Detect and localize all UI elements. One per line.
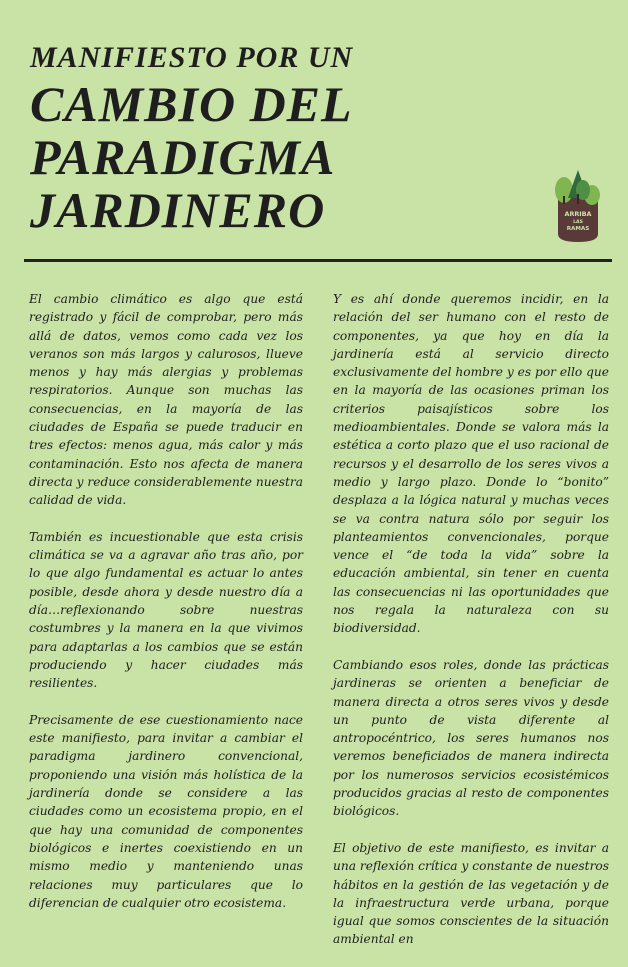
page-title <box>30 78 550 237</box>
right-column <box>333 290 609 967</box>
logo-text: LAS <box>573 220 583 225</box>
title-line: CAMBIO DEL <box>30 76 353 132</box>
paragraph: El objetivo de este manifiesto, es invitar a una reflexión crítica y constante de nuestros hábitos en la gestión de las vegetación y de la infraestructura verde urbana, porque igual que somos conscientes de la situación ambiental en <box>333 840 609 947</box>
paragraph: Cambiando esos roles, donde las prácticas jardineras se orienten a beneficiar de manera directa a otros seres vivos y desde un punto de vista diferente al antropocéntrico, los seres humanos nos veremos beneficiados de manera indirecta por los numerosos servicios ecosistémicos producidos gracias al resto de componentes biológicos. <box>333 657 609 819</box>
paragraph: También es incuestionable que esta crisis climática se va a agravar año tras año, por lo que algo fundamental es actuar lo antes posible, desde ahora y desde nuestro día a día…reflexionando sobre nuestras costumbres y la manera en la que vivimos para adaptarlas a los cambios que se están produciendo y hacer ciudades más resilientes. <box>29 529 303 691</box>
title-line: PARADIGMA <box>30 129 336 185</box>
paragraph: El cambio climático es algo que está registrado y fácil de comprobar, pero más allá de datos, vemos como cada vez los veranos son más largos y calurosos, llueve menos y hay más alergias y problemas respiratorios. Aunque son muchas las consecuencias, en la mayoría de las ciudades de España se puede traducir en tres efectos: menos agua, más calor y más contaminación. Esto nos afecta de manera directa y reduce considerablemente nuestra calidad de vida. <box>29 292 303 508</box>
paragraph: Y es ahí donde queremos incidir, en la relación del ser humano con el resto de componentes, ya que hoy en día la jardinería está al servicio directo exclusivamente del hombre y es por ello que en la mayoría de las ocasiones priman los criterios paisajísticos sobre los medioambientales. Donde se valora más la estética a corto plazo que el uso racional de recursos y el desarrollo de los seres vivos a medio y largo plazo. Donde lo “bonito” desplaza a la lógica natural y muchas veces se va contra natura sólo por seguir los planteamientos convencionales, porque vence el “de toda la vida” sobre la educación ambiental, sin tener en cuenta las consecuencias ni las oportunidades que nos regala la naturaleza con su biodiversidad. <box>333 292 609 636</box>
paragraph: Precisamente de ese cuestionamiento nace este manifiesto, para invitar a cambiar el paradigma jardinero convencional, proponiendo una visión más holística de la jardinería donde se considere a las ciudades como un ecosistema propio, en el que hay una comunidad de componentes biológicos e inertes coexistiendo en un mismo medio y manteniendo unas relaciones muy particulares que lo diferencian de cualquier otro ecosistema. <box>29 712 303 910</box>
header-divider <box>24 259 612 262</box>
title-line: JARDINERO <box>30 182 326 238</box>
title-kicker: MANIFIESTO POR UN <box>30 41 354 74</box>
left-column <box>29 290 303 930</box>
arriba-las-ramas-logo <box>552 168 604 244</box>
logo-text: RAMAS <box>566 226 590 232</box>
logo-text: ARRIBA <box>564 210 592 218</box>
page-header <box>30 38 550 237</box>
